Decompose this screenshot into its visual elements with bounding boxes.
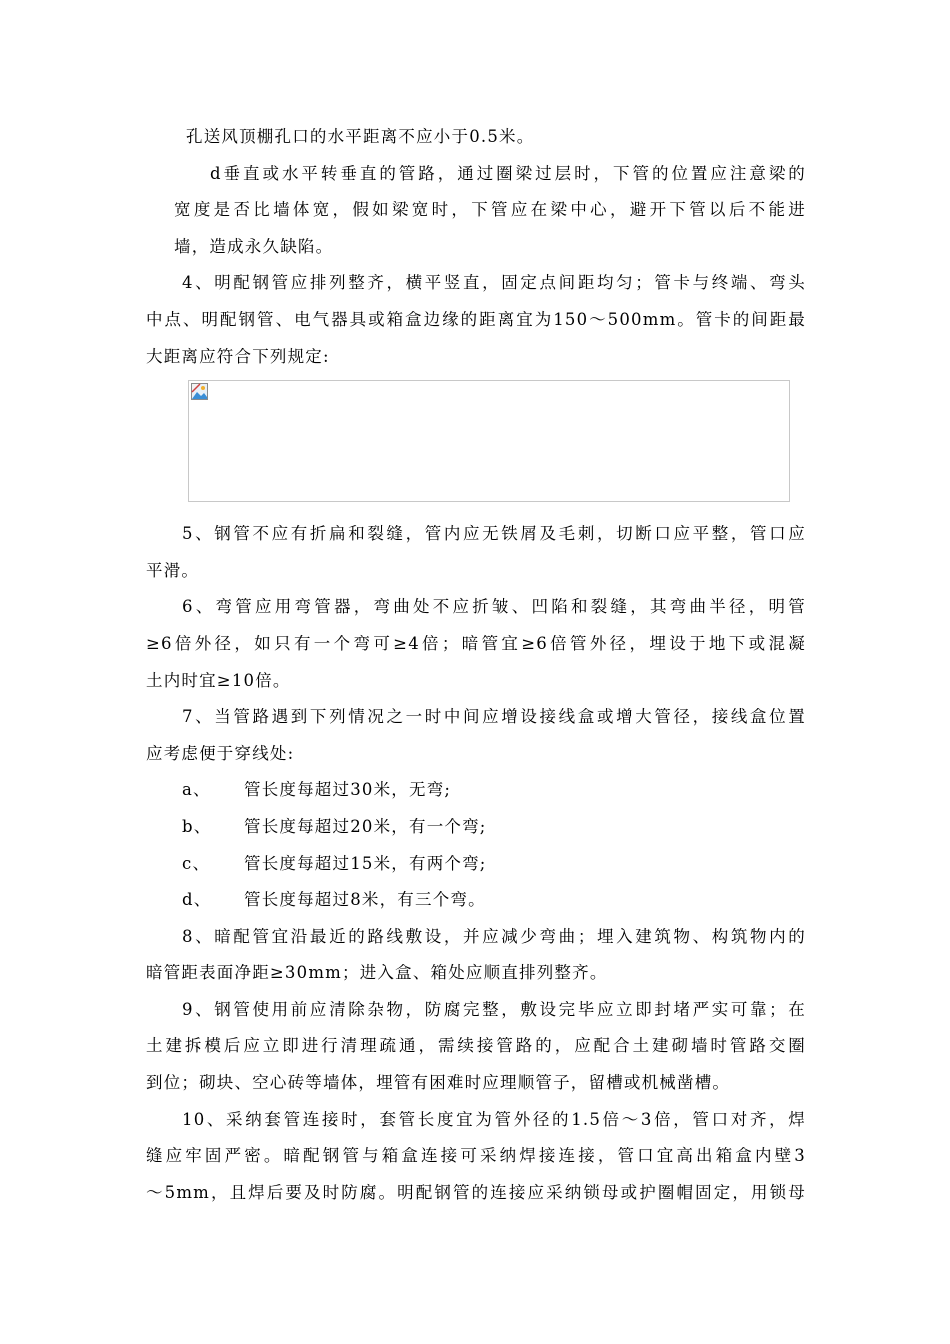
paragraph-line: 9、钢管使用前应清除杂物，防腐完整，敷设完毕应立即封堵严实可靠；在 <box>182 999 806 1019</box>
paragraph-line: 大距离应符合下列规定: <box>146 346 330 366</box>
paragraph-line: 土内时宜≥10倍。 <box>146 670 291 690</box>
paragraph-line: 墙，造成永久缺陷。 <box>174 236 334 256</box>
paragraph-line: 4、明配钢管应排列整齐，横平竖直，固定点间距均匀；管卡与终端、弯头 <box>182 273 806 293</box>
paragraph-line: 孔送风顶棚孔口的水平距离不应小于0.5米。 <box>186 127 535 146</box>
list-marker: a、 <box>182 780 211 800</box>
paragraph-line: 7、当管路遇到下列情况之一时中间应增设接线盒或增大管径，接线盒位置 <box>182 707 806 727</box>
paragraph-line: 宽度是否比墙体宽，假如梁宽时，下管应在梁中心，避开下管以后不能进 <box>174 200 806 220</box>
list-marker: b、 <box>182 816 212 836</box>
paragraph-line: 中点、明配钢管、电气器具或箱盒边缘的距离宜为150～500mm。管卡的间距最 <box>146 309 806 329</box>
paragraph-line: 6、弯管应用弯管器，弯曲处不应折皱、凹陷和裂缝，其弯曲半径，明管 <box>182 597 806 617</box>
paragraph-line: 8、暗配管宜沿最近的路线敷设，并应减少弯曲；埋入建筑物、构筑物内的 <box>182 926 806 946</box>
list-text: 管长度每超过15米，有两个弯; <box>244 853 487 873</box>
list-marker: c、 <box>182 853 211 873</box>
paragraph-line: ≥6倍外径，如只有一个弯可≥4倍；暗管宜≥6倍管外径，埋设于地下或混凝 <box>146 633 806 653</box>
paragraph-line: ～5mm，且焊后要及时防腐。明配钢管的连接应采纳锁母或护圈帽固定，用锁母 <box>146 1182 806 1202</box>
embedded-image-placeholder <box>188 380 790 502</box>
list-text: 管长度每超过8米，有三个弯。 <box>244 890 486 910</box>
paragraph-line: 到位；砌块、空心砖等墙体，埋管有困难时应理顺管子，留槽或机械凿槽。 <box>146 1073 731 1093</box>
list-item <box>146 809 806 846</box>
broken-image-icon <box>191 383 208 400</box>
list-item <box>146 882 806 919</box>
list-marker: d、 <box>182 890 212 910</box>
paragraph-line: 10、采纳套管连接时，套管长度宜为管外径的1.5倍～3倍，管口对齐，焊 <box>182 1109 806 1129</box>
paragraph-line: 应考虑便于穿线处: <box>146 743 295 763</box>
list-item <box>146 772 806 809</box>
paragraph-line: 5、钢管不应有折扁和裂缝，管内应无铁屑及毛刺，切断口应平整，管口应 <box>182 524 806 544</box>
list-text: 管长度每超过30米，无弯; <box>244 780 452 800</box>
paragraph-line: 暗管距表面净距≥30mm；进入盒、箱处应顺直排列整齐。 <box>146 963 608 983</box>
document-body <box>146 119 806 1211</box>
paragraph-line: 平滑。 <box>146 560 200 580</box>
list-item <box>146 846 806 883</box>
paragraph-line: 土建拆模后应立即进行清理疏通，需续接管路的，应配合土建砌墙时管路交圈 <box>146 1036 806 1056</box>
paragraph-line: d垂直或水平转垂直的管路，通过圈梁过层时，下管的位置应注意梁的 <box>210 163 806 183</box>
list-text: 管长度每超过20米，有一个弯; <box>244 816 487 836</box>
paragraph-line: 缝应牢固严密。暗配钢管与箱盒连接可采纳焊接连接，管口宜高出箱盒内壁3 <box>146 1146 806 1166</box>
